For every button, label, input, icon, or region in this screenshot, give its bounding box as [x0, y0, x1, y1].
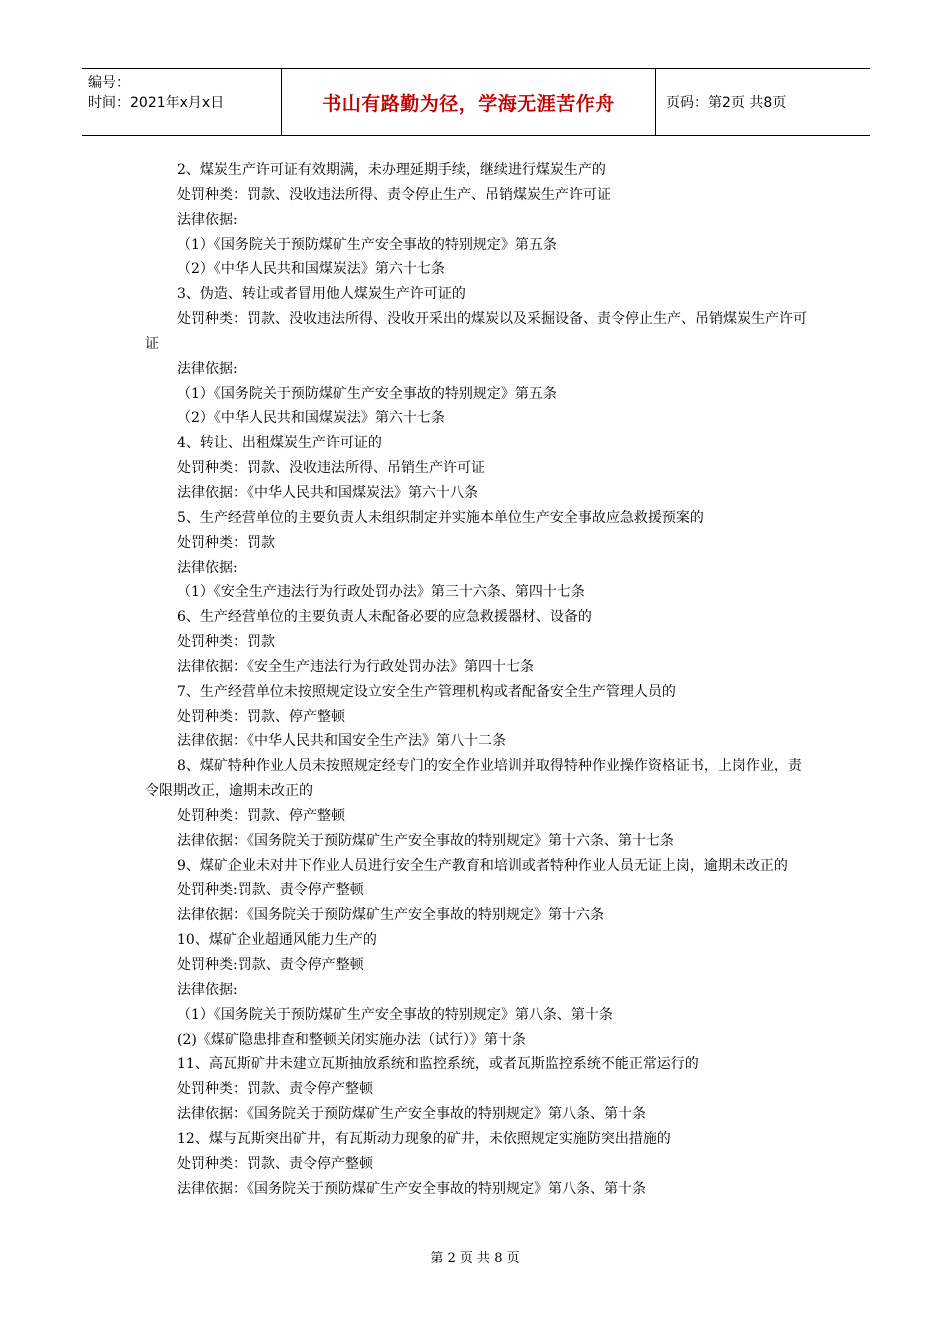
- body-line: 6、生产经营单位的主要负责人未配备必要的应急救援器材、设备的: [177, 609, 592, 626]
- header-motto: 书山有路勤为径，学海无涯苦作舟: [282, 69, 656, 135]
- body-line: 处罚种类：罚款、没收违法所得、责令停止生产、吊销煤炭生产许可证: [177, 186, 611, 203]
- body-line: 法律依据：《中华人民共和国安全生产法》第八十二条: [177, 733, 506, 750]
- body-line: 处罚种类:罚款、责令停产整顿: [177, 882, 364, 899]
- body-line: 法律依据：《安全生产违法行为行政处罚办法》第四十七条: [177, 658, 534, 675]
- body-line: （1）《安全生产违法行为行政处罚办法》第三十六条、第四十七条: [177, 584, 585, 601]
- body-line: 法律依据：《国务院关于预防煤矿生产安全事故的特别规定》第十六条、第十七条: [177, 832, 674, 849]
- body-line: 10、煤矿企业超通风能力生产的: [177, 932, 377, 949]
- header-meta: [82, 69, 282, 135]
- body-line: （2）《中华人民共和国煤炭法》第六十七条: [177, 410, 445, 427]
- doc-time-label: 时间：2021年x月x日: [88, 95, 225, 111]
- body-line: 处罚种类：罚款: [177, 534, 275, 551]
- body-line: 12、煤与瓦斯突出矿井，有瓦斯动力现象的矿井，未依照规定实施防突出措施的: [177, 1130, 671, 1147]
- body-line: 处罚种类：罚款、责令停产整顿: [177, 1155, 373, 1172]
- body-line: 3、伪造、转让或者冒用他人煤炭生产许可证的: [177, 286, 466, 303]
- body-line: （2）《中华人民共和国煤炭法》第六十七条: [177, 261, 445, 278]
- body-line: 法律依据：《国务院关于预防煤矿生产安全事故的特别规定》第八条、第十条: [177, 1180, 646, 1197]
- body-line: 2、煤炭生产许可证有效期满，未办理延期手续，继续进行煤炭生产的: [177, 162, 606, 178]
- body-line: 处罚种类：罚款、没收违法所得、没收开采出的煤炭以及采掘设备、责令停止生产、吊销煤炭生产许可证: [145, 311, 807, 352]
- body-line: 5、生产经营单位的主要负责人未组织制定并实施本单位生产安全事故应急救援预案的: [177, 509, 704, 526]
- body-line: 7、生产经营单位未按照规定设立安全生产管理机构或者配备安全生产管理人员的: [177, 683, 676, 700]
- body-line: （1）《国务院关于预防煤矿生产安全事故的特别规定》第五条: [177, 385, 557, 402]
- body-line: 处罚种类:罚款、责令停产整顿: [177, 957, 364, 973]
- body-line: 法律依据:: [177, 211, 238, 228]
- body-line: 法律依据：《国务院关于预防煤矿生产安全事故的特别规定》第十六条: [177, 907, 604, 924]
- body-line: 11、高瓦斯矿井未建立瓦斯抽放系统和监控系统，或者瓦斯监控系统不能正常运行的: [177, 1056, 699, 1073]
- document-body: [145, 158, 810, 1201]
- body-line: 法律依据:: [177, 360, 238, 377]
- body-line: 法律依据：《中华人民共和国煤炭法》第六十八条: [177, 484, 478, 501]
- page-header: [82, 68, 870, 136]
- body-line: 法律依据：《国务院关于预防煤矿生产安全事故的特别规定》第八条、第十条: [177, 1106, 646, 1123]
- body-line: 处罚种类：罚款、没收违法所得、吊销生产许可证: [177, 460, 485, 477]
- body-line: 处罚种类：罚款、停产整顿: [177, 807, 345, 824]
- body-line: 处罚种类：罚款: [177, 634, 275, 651]
- header-page-info: 页码：第2页 共8页: [666, 95, 787, 111]
- body-line: 处罚种类：罚款、责令停产整顿: [177, 1081, 373, 1098]
- body-line: （1）《国务院关于预防煤矿生产安全事故的特别规定》第五条: [177, 236, 557, 253]
- body-line: 8、煤矿特种作业人员未按照规定经专门的安全作业培训并取得特种作业操作资格证书，上岗作业，责令限期改正，逾期未改正的: [145, 758, 802, 800]
- page-footer: 第 2 页 共 8 页: [430, 1251, 520, 1266]
- body-line: 处罚种类：罚款、停产整顿: [177, 708, 345, 725]
- body-line: （1）《国务院关于预防煤矿生产安全事故的特别规定》第八条、第十条: [177, 1006, 613, 1023]
- body-line: 4、转让、出租煤炭生产许可证的: [177, 435, 382, 452]
- body-line: (2)《煤矿隐患排查和整顿关闭实施办法（试行）》第十条: [177, 1031, 526, 1048]
- doc-code-label: 编号：: [88, 75, 130, 91]
- body-line: 法律依据:: [177, 559, 238, 576]
- body-line: 9、煤矿企业未对井下作业人员进行安全生产教育和培训或者特种作业人员无证上岗，逾期未改正的: [177, 857, 788, 874]
- body-line: 法律依据:: [177, 981, 238, 998]
